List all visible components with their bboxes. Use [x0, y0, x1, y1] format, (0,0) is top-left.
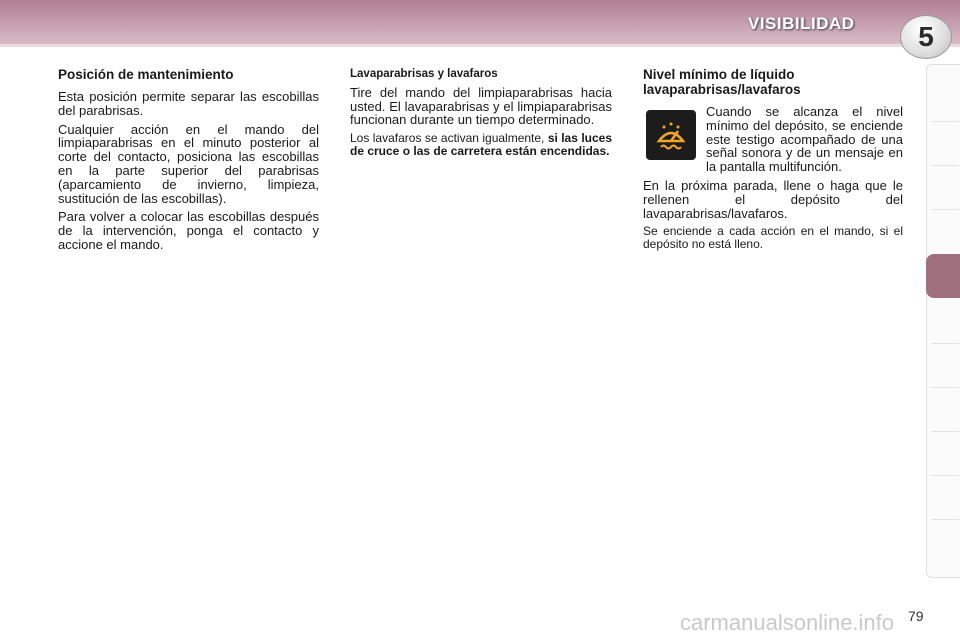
- watermark: carmanualsonline.info: [680, 610, 895, 635]
- page-number: 79: [908, 608, 924, 624]
- washers-text-2-start: Los lavafaros se activan igualmente,: [350, 131, 545, 146]
- washers-text-1: Tire del mando del limpiaparabrisas hacia usted. El lavaparabrisas y el limpiaparabrisas funcionan durante un tiempo determinado.: [350, 84, 612, 128]
- fluid-level-title: Nivel mínimo de líquido lavaparabrisas/lavafaros: [643, 67, 801, 97]
- section-title: VISIBILIDAD: [748, 14, 855, 33]
- maintenance-text-2: Cualquier acción en el mando del limpiaparabrisas en el minuto posterior al corte del contacto, posiciona las escobillas en la parte superior del parabrisas (aparcamiento de invierno, limpieza, sustitución de las escobillas).: [58, 121, 319, 206]
- maintenance-text-1: Esta posición permite separar las escobillas del parabrisas.: [58, 89, 319, 118]
- washers-text-2: [350, 132, 612, 158]
- header-divider: [0, 44, 960, 47]
- chapter-badge: [900, 15, 952, 59]
- column-maintenance: [58, 67, 319, 257]
- active-chapter-tab[interactable]: [926, 254, 960, 298]
- washers-title: Lavaparabrisas y lavafaros: [350, 68, 498, 80]
- fluid-level-text-3: Se enciende a cada acción en el mando, si el depósito no está lleno.: [643, 224, 903, 252]
- tab-divider: [931, 343, 959, 344]
- tab-divider: [931, 431, 959, 432]
- maintenance-title: Posición de mantenimiento: [58, 67, 234, 82]
- washer-fluid-warning-icon: [646, 110, 696, 160]
- tab-divider: [931, 519, 959, 520]
- tab-divider: [931, 165, 959, 166]
- chapter-number: 5: [918, 21, 934, 52]
- tab-divider: [931, 209, 959, 210]
- maintenance-text-3: Para volver a colocar las escobillas después de la intervención, ponga el contacto y accione el mando.: [58, 209, 319, 252]
- column-fluid-level: [643, 67, 903, 256]
- column-washers: [350, 68, 612, 163]
- tab-divider: [931, 387, 959, 388]
- tab-divider: [931, 121, 959, 122]
- fluid-level-text-2: En la próxima parada, llene o haga que le rellenen el depósito del lavaparabrisas/lavafaros.: [643, 177, 903, 221]
- chapter-tabs: [926, 64, 960, 578]
- washers-text-2-bold: si las luces de cruce o las de carretera están encendidas.: [350, 131, 612, 159]
- tab-divider: [931, 475, 959, 476]
- fluid-level-text-1: Cuando se alcanza el nivel mínimo del depósito, se enciende este testigo acompañado de una señal sonora y de un mensaje en la pantalla multifunción.: [706, 104, 903, 175]
